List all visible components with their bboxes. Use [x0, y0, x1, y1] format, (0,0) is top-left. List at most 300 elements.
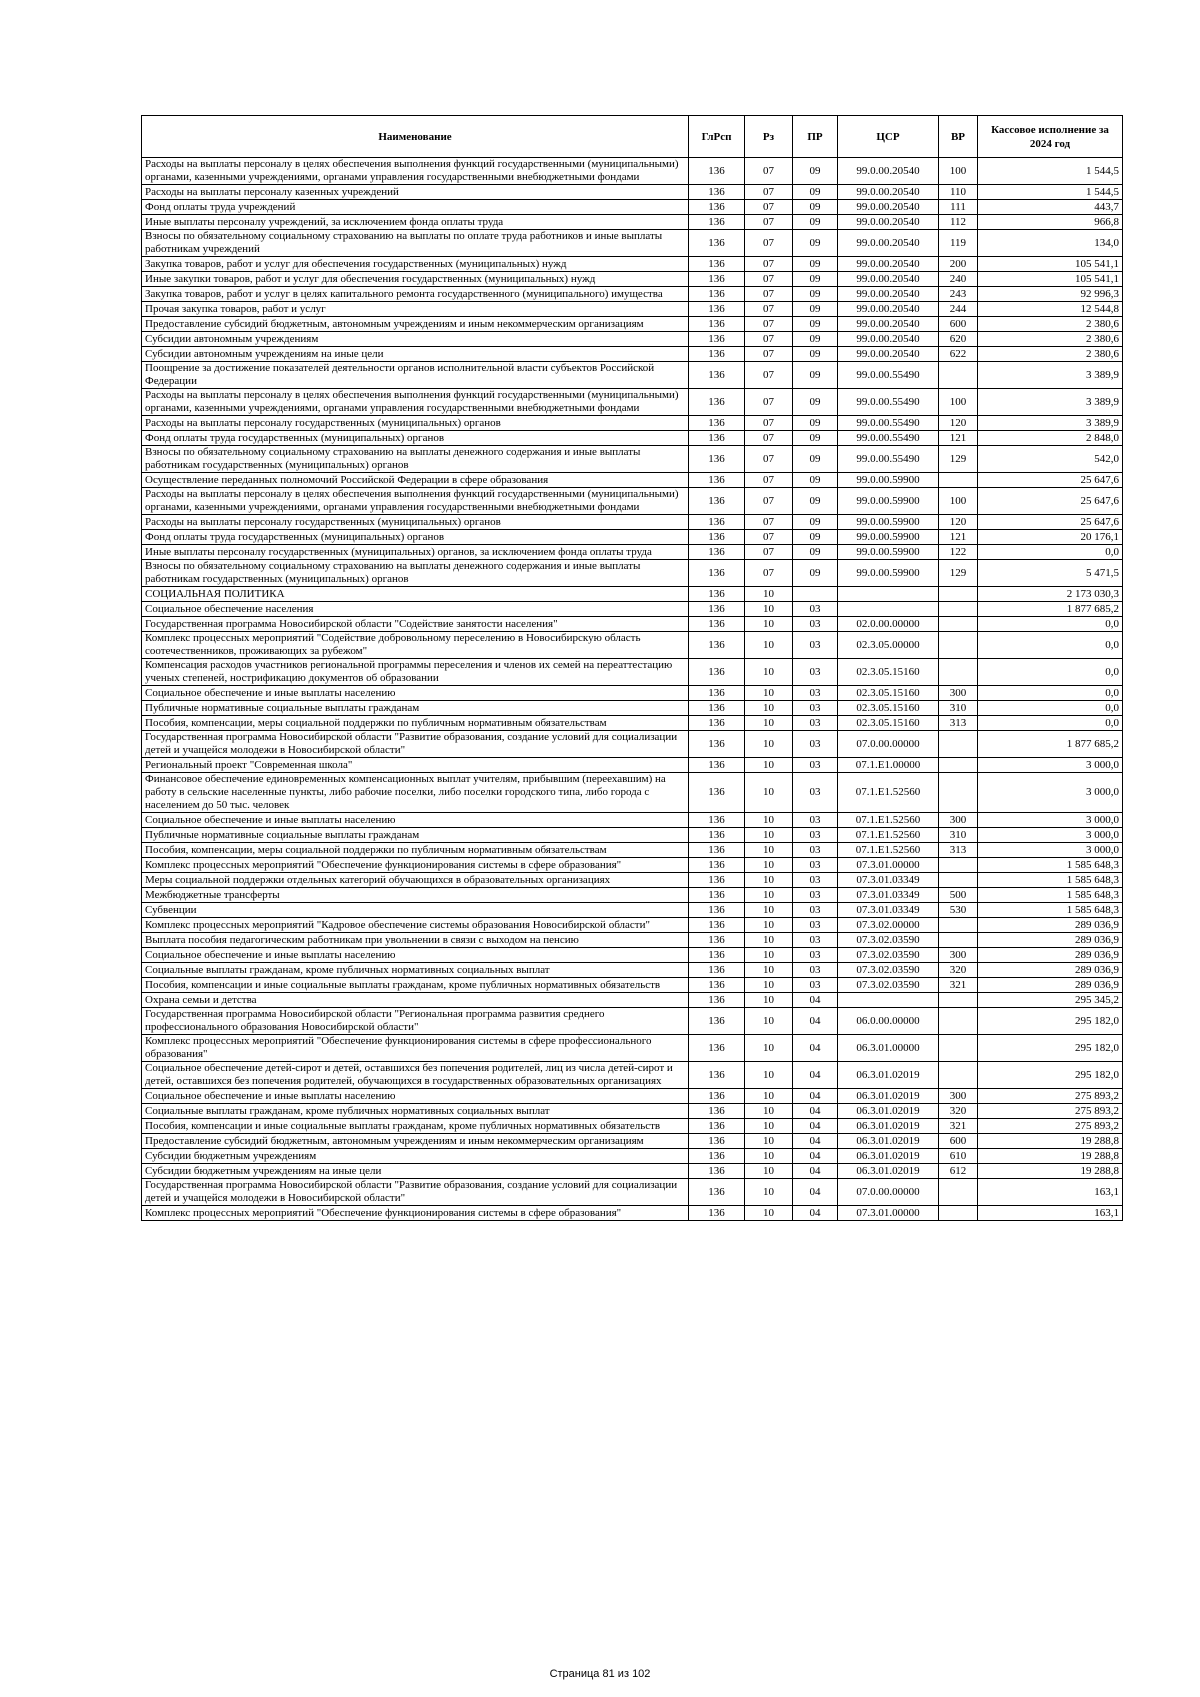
- cell-amount: 542,0: [978, 446, 1123, 473]
- cell-pr: 04: [793, 1164, 838, 1179]
- cell-name: Социальное обеспечение населения: [142, 602, 689, 617]
- budget-execution-table: [141, 115, 1123, 1221]
- cell-amount: 92 996,3: [978, 287, 1123, 302]
- table-row: [142, 632, 1123, 659]
- cell-vr: [939, 473, 978, 488]
- cell-name: Государственная программа Новосибирской области "Содействие занятости населения": [142, 617, 689, 632]
- cell-csr: 07.3.01.00000: [838, 858, 939, 873]
- cell-pr: 09: [793, 332, 838, 347]
- cell-csr: 99.0.00.20540: [838, 185, 939, 200]
- cell-vr: [939, 632, 978, 659]
- cell-grs: 136: [689, 1206, 745, 1221]
- cell-pr: 09: [793, 362, 838, 389]
- cell-csr: 99.0.00.55490: [838, 431, 939, 446]
- cell-pr: 03: [793, 758, 838, 773]
- cell-rz: 07: [745, 362, 793, 389]
- cell-pr: 03: [793, 933, 838, 948]
- cell-amount: 0,0: [978, 632, 1123, 659]
- cell-vr: 120: [939, 515, 978, 530]
- cell-pr: 09: [793, 272, 838, 287]
- cell-pr: 04: [793, 1104, 838, 1119]
- cell-grs: 136: [689, 530, 745, 545]
- cell-name: Фонд оплаты труда государственных (муниципальных) органов: [142, 431, 689, 446]
- cell-csr: 07.1.E1.00000: [838, 758, 939, 773]
- cell-rz: 10: [745, 1134, 793, 1149]
- cell-vr: 320: [939, 963, 978, 978]
- table-row: [142, 347, 1123, 362]
- cell-vr: 300: [939, 686, 978, 701]
- cell-amount: 163,1: [978, 1179, 1123, 1206]
- cell-amount: 163,1: [978, 1206, 1123, 1221]
- cell-pr: 03: [793, 948, 838, 963]
- table-row: [142, 473, 1123, 488]
- cell-rz: 10: [745, 813, 793, 828]
- cell-rz: 10: [745, 659, 793, 686]
- cell-vr: 320: [939, 1104, 978, 1119]
- cell-amount: 966,8: [978, 215, 1123, 230]
- of-label: из: [617, 1668, 629, 1680]
- cell-csr: 06.3.01.02019: [838, 1164, 939, 1179]
- table-row: [142, 302, 1123, 317]
- cell-name: Государственная программа Новосибирской области "Развитие образования, создание условий для социализации детей и учащейся молодежи в Новосибирской области": [142, 731, 689, 758]
- cell-rz: 07: [745, 347, 793, 362]
- table-row: [142, 431, 1123, 446]
- cell-grs: 136: [689, 873, 745, 888]
- table-row: [142, 215, 1123, 230]
- cell-name: Пособия, компенсации и иные социальные выплаты гражданам, кроме публичных нормативных обязательств: [142, 1119, 689, 1134]
- cell-csr: 07.3.02.03590: [838, 933, 939, 948]
- cell-name: Прочая закупка товаров, работ и услуг: [142, 302, 689, 317]
- cell-name: Пособия, компенсации, меры социальной поддержки по публичным нормативным обязательствам: [142, 716, 689, 731]
- cell-amount: 1 585 648,3: [978, 888, 1123, 903]
- table-row: [142, 758, 1123, 773]
- cell-grs: 136: [689, 659, 745, 686]
- cell-name: Предоставление субсидий бюджетным, автономным учреждениям и иным некоммерческим организациям: [142, 1134, 689, 1149]
- cell-amount: 2 380,6: [978, 347, 1123, 362]
- table-row: [142, 416, 1123, 431]
- page-footer: [0, 1668, 1200, 1680]
- table-row: [142, 545, 1123, 560]
- cell-amount: 289 036,9: [978, 918, 1123, 933]
- cell-vr: 500: [939, 888, 978, 903]
- cell-pr: 09: [793, 200, 838, 215]
- cell-amount: 2 380,6: [978, 332, 1123, 347]
- cell-pr: 04: [793, 1206, 838, 1221]
- table-row: [142, 1206, 1123, 1221]
- cell-grs: 136: [689, 828, 745, 843]
- table-row: [142, 587, 1123, 602]
- cell-amount: 1 877 685,2: [978, 731, 1123, 758]
- cell-name: Расходы на выплаты персоналу государственных (муниципальных) органов: [142, 515, 689, 530]
- cell-rz: 07: [745, 416, 793, 431]
- cell-rz: 10: [745, 963, 793, 978]
- cell-pr: 09: [793, 257, 838, 272]
- cell-vr: 129: [939, 560, 978, 587]
- cell-name: Расходы на выплаты персоналу государственных (муниципальных) органов: [142, 416, 689, 431]
- table-row: [142, 560, 1123, 587]
- cell-pr: 09: [793, 560, 838, 587]
- cell-vr: 112: [939, 215, 978, 230]
- cell-rz: 07: [745, 158, 793, 185]
- cell-csr: 07.1.E1.52560: [838, 813, 939, 828]
- cell-amount: 3 389,9: [978, 416, 1123, 431]
- cell-amount: 289 036,9: [978, 933, 1123, 948]
- table-row: [142, 948, 1123, 963]
- cell-csr: 02.3.05.00000: [838, 632, 939, 659]
- table-row: [142, 488, 1123, 515]
- cell-csr: 99.0.00.20540: [838, 302, 939, 317]
- cell-grs: 136: [689, 488, 745, 515]
- cell-csr: 99.0.00.59900: [838, 515, 939, 530]
- cell-vr: 620: [939, 332, 978, 347]
- cell-name: Иные выплаты персоналу государственных (муниципальных) органов, за исключением фонда оплаты труда: [142, 545, 689, 560]
- cell-rz: 10: [745, 632, 793, 659]
- table-row: [142, 200, 1123, 215]
- cell-rz: 07: [745, 272, 793, 287]
- cell-amount: 295 182,0: [978, 1035, 1123, 1062]
- cell-amount: 3 000,0: [978, 813, 1123, 828]
- cell-vr: [939, 773, 978, 813]
- header-csr: ЦСР: [838, 116, 939, 158]
- cell-vr: 300: [939, 813, 978, 828]
- cell-name: Государственная программа Новосибирской области "Развитие образования, создание условий для социализации детей и учащейся молодежи в Новосибирской области": [142, 1179, 689, 1206]
- cell-rz: 07: [745, 257, 793, 272]
- cell-name: Взносы по обязательному социальному страхованию на выплаты денежного содержания и иные выплаты работникам государственных (муниципальных) органов: [142, 446, 689, 473]
- page-label: Страница: [549, 1668, 600, 1680]
- cell-pr: 04: [793, 1119, 838, 1134]
- cell-vr: 244: [939, 302, 978, 317]
- cell-grs: 136: [689, 1179, 745, 1206]
- table-row: [142, 185, 1123, 200]
- cell-vr: [939, 587, 978, 602]
- cell-grs: 136: [689, 515, 745, 530]
- cell-pr: 04: [793, 1008, 838, 1035]
- cell-amount: 25 647,6: [978, 473, 1123, 488]
- cell-pr: 03: [793, 602, 838, 617]
- cell-grs: 136: [689, 545, 745, 560]
- cell-grs: 136: [689, 701, 745, 716]
- cell-amount: 295 182,0: [978, 1062, 1123, 1089]
- cell-amount: 1 544,5: [978, 185, 1123, 200]
- cell-rz: 10: [745, 1149, 793, 1164]
- cell-name: Финансовое обеспечение единовременных компенсационных выплат учителям, прибывшим (переехавшим) на работу в сельские населенные пункты, либо рабочие поселки, либо поселки городского типа, либо города с населением до 50 тыс. человек: [142, 773, 689, 813]
- cell-grs: 136: [689, 200, 745, 215]
- cell-grs: 136: [689, 1089, 745, 1104]
- cell-grs: 136: [689, 858, 745, 873]
- cell-pr: 03: [793, 773, 838, 813]
- table-row: [142, 257, 1123, 272]
- cell-amount: 20 176,1: [978, 530, 1123, 545]
- cell-amount: 0,0: [978, 545, 1123, 560]
- cell-csr: 06.3.01.00000: [838, 1035, 939, 1062]
- cell-vr: 122: [939, 545, 978, 560]
- cell-grs: 136: [689, 813, 745, 828]
- cell-csr: 99.0.00.55490: [838, 389, 939, 416]
- cell-csr: 07.3.01.03349: [838, 873, 939, 888]
- cell-name: Расходы на выплаты персоналу в целях обеспечения выполнения функций государственными (муниципальными) органами, казенными учреждениями, органами управления государственными внебюджетными фондами: [142, 158, 689, 185]
- header-vr: ВР: [939, 116, 978, 158]
- table-row: [142, 1149, 1123, 1164]
- cell-grs: 136: [689, 1119, 745, 1134]
- table-row: [142, 686, 1123, 701]
- cell-grs: 136: [689, 389, 745, 416]
- cell-pr: 04: [793, 1062, 838, 1089]
- cell-pr: 03: [793, 659, 838, 686]
- cell-grs: 136: [689, 686, 745, 701]
- cell-csr: 99.0.00.20540: [838, 317, 939, 332]
- cell-vr: 310: [939, 701, 978, 716]
- cell-rz: 10: [745, 701, 793, 716]
- cell-csr: 07.3.01.00000: [838, 1206, 939, 1221]
- cell-name: Взносы по обязательному социальному страхованию на выплаты денежного содержания и иные выплаты работникам государственных (муниципальных) органов: [142, 560, 689, 587]
- cell-vr: [939, 993, 978, 1008]
- cell-rz: 10: [745, 1179, 793, 1206]
- cell-amount: 5 471,5: [978, 560, 1123, 587]
- cell-csr: 07.3.02.03590: [838, 963, 939, 978]
- cell-name: Меры социальной поддержки отдельных категорий обучающихся в образовательных организациях: [142, 873, 689, 888]
- cell-amount: 2 380,6: [978, 317, 1123, 332]
- cell-csr: 06.3.01.02019: [838, 1062, 939, 1089]
- cell-grs: 136: [689, 302, 745, 317]
- cell-pr: 09: [793, 530, 838, 545]
- cell-vr: 129: [939, 446, 978, 473]
- cell-csr: 07.0.00.00000: [838, 731, 939, 758]
- cell-rz: 10: [745, 918, 793, 933]
- cell-csr: 99.0.00.59900: [838, 488, 939, 515]
- cell-amount: 3 000,0: [978, 758, 1123, 773]
- cell-pr: 09: [793, 389, 838, 416]
- cell-grs: 136: [689, 978, 745, 993]
- cell-pr: [793, 587, 838, 602]
- cell-vr: 310: [939, 828, 978, 843]
- table-row: [142, 1119, 1123, 1134]
- cell-amount: 0,0: [978, 716, 1123, 731]
- cell-name: Социальные выплаты гражданам, кроме публичных нормативных социальных выплат: [142, 963, 689, 978]
- cell-csr: 07.1.E1.52560: [838, 843, 939, 858]
- cell-csr: 99.0.00.20540: [838, 257, 939, 272]
- table-row: [142, 873, 1123, 888]
- cell-csr: 06.3.01.02019: [838, 1149, 939, 1164]
- cell-name: Закупка товаров, работ и услуг в целях капитального ремонта государственного (муниципального) имущества: [142, 287, 689, 302]
- cell-csr: 99.0.00.20540: [838, 272, 939, 287]
- cell-pr: 04: [793, 1089, 838, 1104]
- cell-vr: 110: [939, 185, 978, 200]
- cell-csr: 99.0.00.20540: [838, 200, 939, 215]
- cell-vr: [939, 758, 978, 773]
- cell-name: Социальное обеспечение и иные выплаты населению: [142, 813, 689, 828]
- cell-csr: [838, 602, 939, 617]
- cell-name: Субвенции: [142, 903, 689, 918]
- cell-rz: 07: [745, 389, 793, 416]
- cell-pr: 09: [793, 416, 838, 431]
- cell-amount: 19 288,8: [978, 1134, 1123, 1149]
- cell-grs: 136: [689, 888, 745, 903]
- cell-grs: 136: [689, 158, 745, 185]
- cell-name: Иные выплаты персоналу учреждений, за исключением фонда оплаты труда: [142, 215, 689, 230]
- cell-csr: 06.0.00.00000: [838, 1008, 939, 1035]
- cell-rz: 07: [745, 515, 793, 530]
- cell-name: Комплекс процессных мероприятий "Кадровое обеспечение системы образования Новосибирской области": [142, 918, 689, 933]
- table-row: [142, 317, 1123, 332]
- table-row: [142, 858, 1123, 873]
- table-row: [142, 701, 1123, 716]
- cell-grs: 136: [689, 272, 745, 287]
- cell-amount: 443,7: [978, 200, 1123, 215]
- cell-rz: 07: [745, 185, 793, 200]
- cell-csr: 99.0.00.20540: [838, 158, 939, 185]
- cell-csr: [838, 587, 939, 602]
- cell-grs: 136: [689, 347, 745, 362]
- cell-grs: 136: [689, 1104, 745, 1119]
- cell-amount: 134,0: [978, 230, 1123, 257]
- cell-grs: 136: [689, 918, 745, 933]
- cell-amount: 295 345,2: [978, 993, 1123, 1008]
- cell-pr: 03: [793, 716, 838, 731]
- header-rz: Рз: [745, 116, 793, 158]
- table-header-row: [142, 116, 1123, 158]
- cell-rz: 10: [745, 903, 793, 918]
- table-row: [142, 1089, 1123, 1104]
- cell-vr: 313: [939, 716, 978, 731]
- cell-csr: 99.0.00.59900: [838, 560, 939, 587]
- cell-vr: [939, 933, 978, 948]
- cell-grs: 136: [689, 1062, 745, 1089]
- cell-vr: 622: [939, 347, 978, 362]
- cell-csr: 02.3.05.15160: [838, 716, 939, 731]
- cell-rz: 07: [745, 317, 793, 332]
- cell-rz: 10: [745, 888, 793, 903]
- cell-grs: 136: [689, 933, 745, 948]
- cell-grs: 136: [689, 257, 745, 272]
- cell-pr: 03: [793, 978, 838, 993]
- table-row: [142, 1008, 1123, 1035]
- cell-pr: 03: [793, 813, 838, 828]
- cell-rz: 07: [745, 200, 793, 215]
- cell-name: Социальное обеспечение детей-сирот и детей, оставшихся без попечения родителей, лиц из числа детей-сирот и детей, оставшихся без попечения родителей, обучающихся в государственных образовательных организациях: [142, 1062, 689, 1089]
- cell-name: Расходы на выплаты персоналу в целях обеспечения выполнения функций государственными (муниципальными) органами, казенными учреждениями, органами управления государственными внебюджетными фондами: [142, 488, 689, 515]
- table-row: [142, 963, 1123, 978]
- header-pr: ПР: [793, 116, 838, 158]
- cell-pr: 09: [793, 230, 838, 257]
- cell-amount: 3 000,0: [978, 828, 1123, 843]
- cell-vr: [939, 918, 978, 933]
- table-row: [142, 659, 1123, 686]
- cell-pr: 03: [793, 918, 838, 933]
- table-row: [142, 230, 1123, 257]
- cell-pr: 09: [793, 515, 838, 530]
- cell-csr: 99.0.00.20540: [838, 287, 939, 302]
- cell-vr: [939, 1179, 978, 1206]
- cell-pr: 09: [793, 302, 838, 317]
- page-number: 81: [602, 1668, 615, 1680]
- cell-name: Региональный проект "Современная школа": [142, 758, 689, 773]
- cell-grs: 136: [689, 230, 745, 257]
- cell-rz: 07: [745, 446, 793, 473]
- cell-amount: 1 585 648,3: [978, 873, 1123, 888]
- cell-rz: 07: [745, 530, 793, 545]
- cell-amount: 19 288,8: [978, 1164, 1123, 1179]
- cell-csr: 99.0.00.20540: [838, 215, 939, 230]
- cell-pr: 09: [793, 158, 838, 185]
- cell-csr: 99.0.00.20540: [838, 347, 939, 362]
- header-grs: ГлРсп: [689, 116, 745, 158]
- cell-name: Охрана семьи и детства: [142, 993, 689, 1008]
- cell-grs: 136: [689, 602, 745, 617]
- cell-rz: 10: [745, 933, 793, 948]
- cell-vr: [939, 1035, 978, 1062]
- table-row: [142, 993, 1123, 1008]
- cell-amount: 3 389,9: [978, 389, 1123, 416]
- table-row: [142, 731, 1123, 758]
- cell-amount: 275 893,2: [978, 1089, 1123, 1104]
- cell-vr: 300: [939, 1089, 978, 1104]
- cell-rz: 10: [745, 773, 793, 813]
- cell-name: Пособия, компенсации и иные социальные выплаты гражданам, кроме публичных нормативных обязательств: [142, 978, 689, 993]
- cell-vr: 100: [939, 158, 978, 185]
- cell-rz: 10: [745, 978, 793, 993]
- cell-csr: 99.0.00.20540: [838, 332, 939, 347]
- cell-vr: 321: [939, 978, 978, 993]
- cell-pr: 09: [793, 347, 838, 362]
- cell-pr: 09: [793, 446, 838, 473]
- cell-amount: 1 585 648,3: [978, 858, 1123, 873]
- table-row: [142, 617, 1123, 632]
- cell-pr: 04: [793, 1134, 838, 1149]
- cell-csr: 02.3.05.15160: [838, 701, 939, 716]
- cell-csr: [838, 993, 939, 1008]
- table-body: [142, 158, 1123, 1221]
- cell-csr: 07.0.00.00000: [838, 1179, 939, 1206]
- cell-vr: [939, 362, 978, 389]
- cell-amount: 289 036,9: [978, 963, 1123, 978]
- table-row: [142, 1179, 1123, 1206]
- cell-name: Субсидии бюджетным учреждениям: [142, 1149, 689, 1164]
- cell-pr: 04: [793, 1035, 838, 1062]
- cell-vr: 100: [939, 488, 978, 515]
- cell-rz: 07: [745, 332, 793, 347]
- cell-amount: 3 000,0: [978, 773, 1123, 813]
- cell-csr: 06.3.01.02019: [838, 1119, 939, 1134]
- table-row: [142, 933, 1123, 948]
- cell-amount: 1 544,5: [978, 158, 1123, 185]
- cell-csr: 99.0.00.20540: [838, 230, 939, 257]
- cell-csr: 07.1.E1.52560: [838, 773, 939, 813]
- table-row: [142, 773, 1123, 813]
- cell-vr: 600: [939, 1134, 978, 1149]
- cell-rz: 10: [745, 587, 793, 602]
- cell-pr: 09: [793, 545, 838, 560]
- cell-grs: 136: [689, 1149, 745, 1164]
- header-name: Наименование: [142, 116, 689, 158]
- table-row: [142, 602, 1123, 617]
- cell-name: Социальное обеспечение и иные выплаты населению: [142, 686, 689, 701]
- cell-amount: 1 877 685,2: [978, 602, 1123, 617]
- cell-csr: 07.3.02.03590: [838, 978, 939, 993]
- cell-vr: 530: [939, 903, 978, 918]
- cell-vr: 313: [939, 843, 978, 858]
- cell-rz: 07: [745, 431, 793, 446]
- cell-rz: 10: [745, 828, 793, 843]
- cell-rz: 10: [745, 617, 793, 632]
- table-row: [142, 287, 1123, 302]
- cell-name: Компенсация расходов участников региональной программы переселения и членов их семей на переаттестацию ученых степеней, нострификацию документов об образовании: [142, 659, 689, 686]
- cell-grs: 136: [689, 1035, 745, 1062]
- cell-name: Расходы на выплаты персоналу казенных учреждений: [142, 185, 689, 200]
- cell-name: Комплекс процессных мероприятий "Содействие добровольному переселению в Новосибирскую область соотечественников, проживающих за рубежом": [142, 632, 689, 659]
- table-row: [142, 716, 1123, 731]
- cell-rz: 10: [745, 843, 793, 858]
- cell-rz: 10: [745, 1164, 793, 1179]
